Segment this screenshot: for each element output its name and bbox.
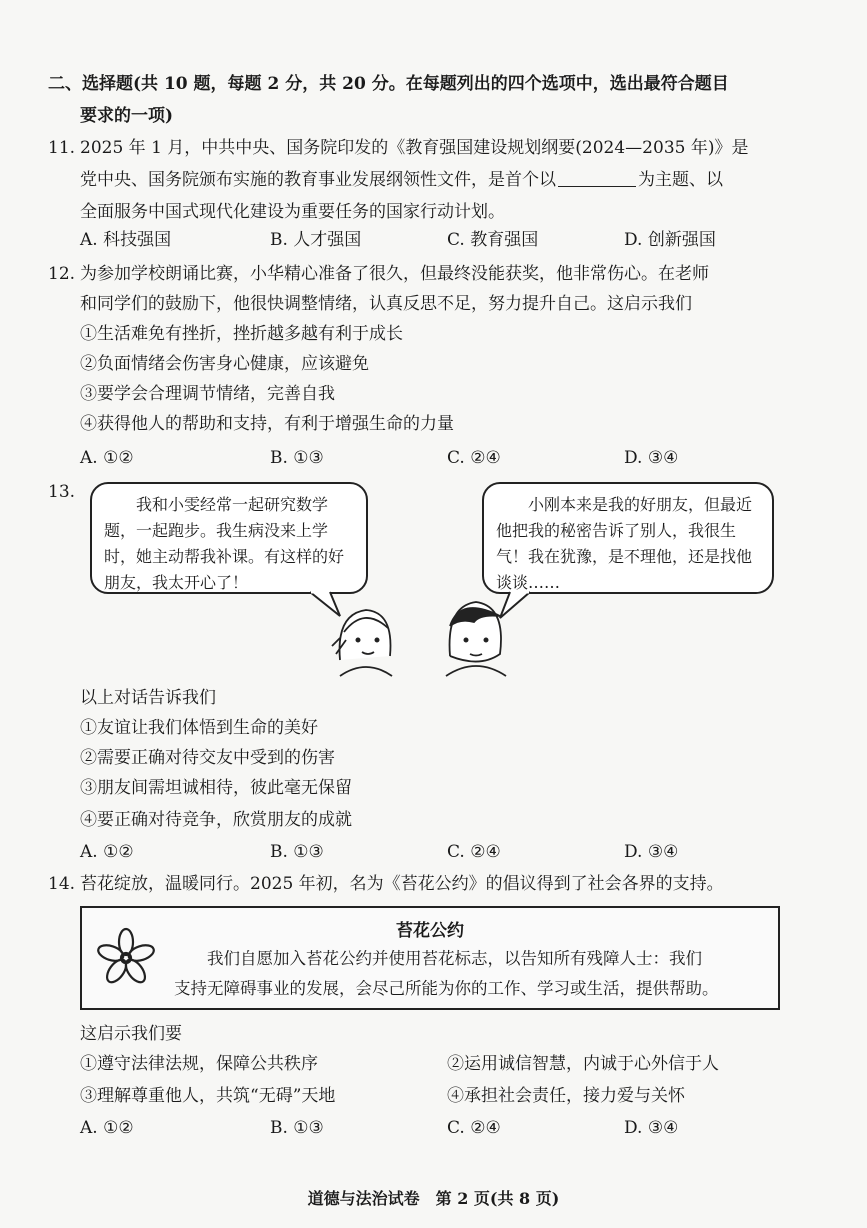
- boy-figure: [446, 602, 506, 676]
- q14-option-d: D. ③④: [624, 1118, 679, 1138]
- page-footer: 道德与法治试卷 第 2 页(共 8 页): [307, 1189, 560, 1208]
- bubble-tail-right: [500, 592, 530, 618]
- speech-bubble-girl: 我和小雯经常一起研究数学题，一起跑步。我生病没来上学时，她主动帮我补课。有这样的好朋友，我太开心了！: [90, 482, 368, 594]
- q13-number: 13.: [48, 482, 76, 502]
- q14-item-2: ②运用诚信智慧，内诚于心外信于人: [447, 1054, 719, 1074]
- q13-option-d: D. ③④: [624, 842, 679, 862]
- q14-item-1: ①遵守法律法规，保障公共秩序: [80, 1054, 318, 1074]
- q14-number: 14.: [48, 874, 76, 894]
- bubble-tail-left: [310, 592, 340, 616]
- pledge-text-line2: 支持无障碍事业的发展，会尽己所能为你的工作、学习或生活，提供帮助。: [174, 979, 719, 998]
- q11-option-d: D. 创新强国: [624, 230, 716, 250]
- girl-figure: [332, 610, 392, 676]
- q14-item-4: ④承担社会责任，接力爱与关怀: [447, 1086, 685, 1106]
- q13-item-1: ①友谊让我们体悟到生命的美好: [80, 718, 318, 738]
- q14-item-3: ③理解尊重他人，共筑“无碍”天地: [80, 1086, 336, 1106]
- section-heading: 二、选择题(共 10 题，每题 2 分，共 20 分。在每题列出的四个选项中，选出最符合题目: [48, 74, 729, 94]
- moss-flower-pledge-box: [80, 906, 780, 1010]
- q11-stem-line3: 全面服务中国式现代化建设为重要任务的国家行动计划。: [80, 202, 505, 222]
- q11-option-c: C. 教育强国: [447, 230, 539, 250]
- q12-stem-line2: 和同学们的鼓励下，他很快调整情绪，认真反思不足，努力提升自己。这启示我们: [80, 294, 692, 314]
- q12-option-d: D. ③④: [624, 448, 679, 468]
- q13-option-c: C. ②④: [447, 842, 501, 862]
- q13-item-3: ③朋友间需坦诚相待，彼此毫无保留: [80, 778, 352, 798]
- q13-option-b: B. ①③: [270, 842, 324, 862]
- q12-item-1: ①生活难免有挫折，挫折越多越有利于成长: [80, 324, 403, 344]
- pledge-title: 苔花公约: [396, 921, 464, 941]
- q12-stem-line1: 为参加学校朗诵比赛，小华精心准备了很久，但最终没能获奖，他非常伤心。在老师: [80, 264, 709, 284]
- q14-option-c: C. ②④: [447, 1118, 501, 1138]
- q14-stem: 这启示我们要: [80, 1024, 182, 1044]
- q11-option-a: A. 科技强国: [80, 230, 172, 250]
- q14-option-a: A. ①②: [80, 1118, 134, 1138]
- q12-item-3: ③要学会合理调节情绪，完善自我: [80, 384, 335, 404]
- q13-item-2: ②需要正确对待交友中受到的伤害: [80, 748, 335, 768]
- q11-number: 11.: [48, 138, 76, 158]
- moss-flower-icon: [94, 926, 158, 990]
- q14-stem-line1: 苔花绽放，温暖同行。2025 年初，名为《苔花公约》的倡议得到了社会各界的支持。: [80, 874, 724, 894]
- q14-option-b: B. ①③: [270, 1118, 324, 1138]
- q13-option-a: A. ①②: [80, 842, 134, 862]
- q12-number: 12.: [48, 264, 76, 284]
- q11-stem-line2: 党中央、国务院颁布实施的教育事业发展纲领性文件，是首个以 为主题、以: [80, 170, 723, 190]
- q13-item-4: ④要正确对待竞争，欣赏朋友的成就: [80, 810, 352, 830]
- q12-item-4: ④获得他人的帮助和支持，有利于增强生命的力量: [80, 414, 454, 434]
- q12-option-b: B. ①③: [270, 448, 324, 468]
- section-heading-cont: 要求的一项): [80, 106, 174, 126]
- q12-item-2: ②负面情绪会伤害身心健康，应该避免: [80, 354, 369, 374]
- q11-option-b: B. 人才强国: [270, 230, 362, 250]
- q11-stem-line1: 2025 年 1 月，中共中央、国务院印发的《教育强国建设规划纲要(2024—2035 年)》是: [80, 138, 749, 158]
- q12-option-c: C. ②④: [447, 448, 501, 468]
- pledge-text-line1: 我们自愿加入苔花公约并使用苔花标志，以告知所有残障人士：我们: [207, 949, 702, 968]
- speech-bubble-boy: 小刚本来是我的好朋友，但最近他把我的秘密告诉了别人，我很生气！我在犹豫，是不理他，还是找他谈谈……: [482, 482, 774, 594]
- q13-stem: 以上对话告诉我们: [80, 688, 216, 708]
- q12-option-a: A. ①②: [80, 448, 134, 468]
